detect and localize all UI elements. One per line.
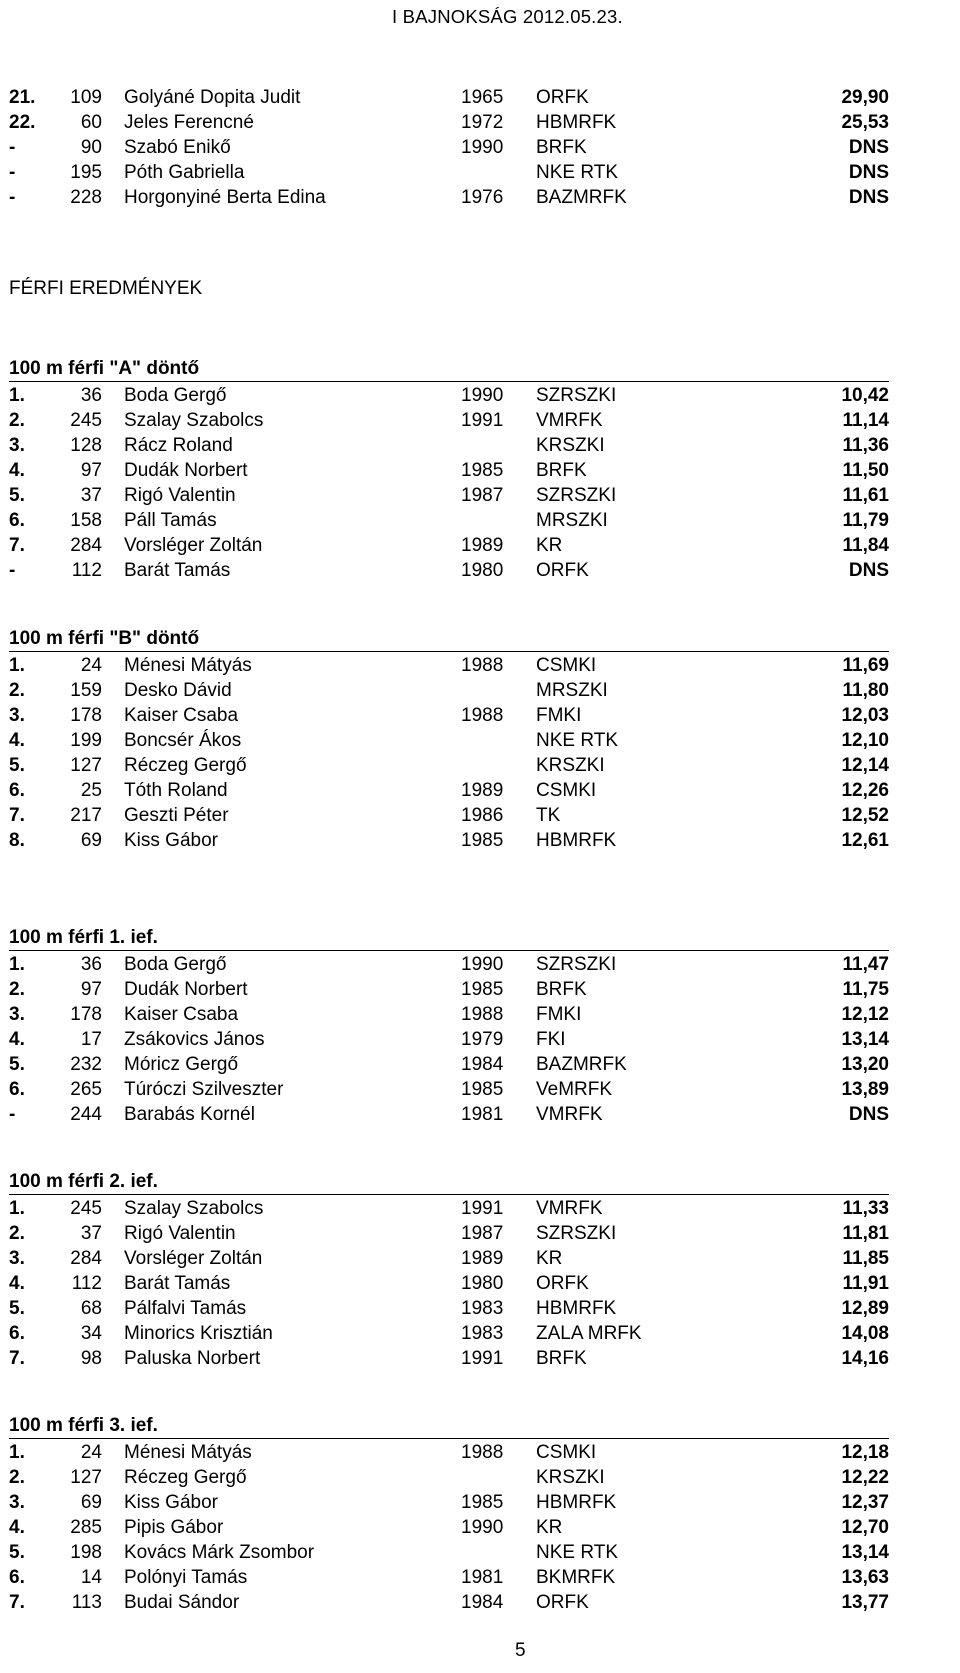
athlete-name: Rácz Roland — [124, 435, 233, 456]
bib-number: 24 — [80, 655, 102, 676]
result: DNS — [848, 187, 889, 208]
athlete-name: Barát Tamás — [124, 1273, 231, 1294]
birth-year: 1985 — [461, 460, 504, 481]
birth-year: 1988 — [461, 655, 504, 676]
place: 7. — [9, 1348, 25, 1369]
bib-number: 68 — [80, 1298, 102, 1319]
result: 14,08 — [841, 1323, 889, 1344]
place: 2. — [9, 1223, 25, 1244]
bib-number: 195 — [70, 162, 102, 183]
athlete-name: Barabás Kornél — [124, 1104, 255, 1125]
result-row — [9, 1001, 889, 1028]
athlete-name: Budai Sándor — [124, 1592, 240, 1613]
athlete-name: Geszti Péter — [124, 805, 229, 826]
birth-year: 1989 — [461, 1248, 504, 1269]
athlete-name: Kovács Márk Zsombor — [124, 1542, 315, 1563]
athlete-name: Ménesi Mátyás — [124, 1442, 252, 1463]
athlete-name: Réczeg Gergő — [124, 755, 247, 776]
athlete-name: Kaiser Csaba — [124, 1004, 239, 1025]
result: 12,52 — [841, 805, 889, 826]
result-row — [9, 184, 889, 211]
birth-year: 1987 — [461, 1223, 504, 1244]
athlete-name: Desko Dávid — [124, 680, 232, 701]
club: HBMRFK — [536, 1492, 617, 1513]
place: - — [9, 137, 16, 158]
result-row — [9, 84, 889, 111]
birth-year: 1990 — [461, 954, 504, 975]
athlete-name: Rigó Valentin — [124, 1223, 236, 1244]
birth-year: 1985 — [461, 830, 504, 851]
birth-year: 1984 — [461, 1592, 504, 1613]
bib-number: 198 — [70, 1542, 102, 1563]
result: 11,50 — [842, 460, 889, 481]
club: NKE RTK — [536, 162, 619, 183]
result: 11,79 — [842, 510, 889, 531]
athlete-name: Páll Tamás — [124, 510, 217, 531]
result-row — [9, 1270, 889, 1297]
bib-number: 285 — [70, 1517, 102, 1538]
result-row — [9, 1439, 889, 1466]
athlete-name: Szalay Szabolcs — [124, 410, 264, 431]
result: 11,91 — [842, 1273, 889, 1294]
result-row — [9, 1589, 889, 1616]
bib-number: 34 — [80, 1323, 102, 1344]
result: 11,81 — [842, 1223, 889, 1244]
athlete-name: Golyáné Dopita Judit — [124, 87, 301, 108]
place: 1. — [9, 954, 25, 975]
birth-year: 1972 — [461, 112, 504, 133]
athlete-name: Ménesi Mátyás — [124, 655, 252, 676]
place: 5. — [9, 1542, 25, 1563]
athlete-name: Polónyi Tamás — [124, 1567, 248, 1588]
club: KRSZKI — [536, 435, 605, 456]
result-row — [9, 1564, 889, 1591]
place: 7. — [9, 805, 25, 826]
place: 2. — [9, 1467, 25, 1488]
birth-year: 1983 — [461, 1323, 504, 1344]
club: KR — [536, 1517, 563, 1538]
result-row — [9, 507, 889, 534]
bib-number: 217 — [70, 805, 102, 826]
bib-number: 265 — [70, 1079, 102, 1100]
birth-year: 1991 — [461, 410, 504, 431]
result-row — [9, 1076, 889, 1103]
result-row — [9, 1514, 889, 1541]
place: 5. — [9, 1054, 25, 1075]
place: 3. — [9, 1248, 25, 1269]
result: 11,84 — [842, 535, 889, 556]
place: 3. — [9, 705, 25, 726]
birth-year: 1991 — [461, 1348, 504, 1369]
club: ORFK — [536, 87, 589, 108]
result: DNS — [848, 1104, 889, 1125]
result: 12,12 — [841, 1004, 889, 1025]
bib-number: 232 — [70, 1054, 102, 1075]
result-row — [9, 457, 889, 484]
result: 12,89 — [841, 1298, 889, 1319]
club: MRSZKI — [536, 680, 608, 701]
result-row — [9, 1195, 889, 1222]
result: 14,16 — [841, 1348, 889, 1369]
club: KRSZKI — [536, 755, 605, 776]
place: 4. — [9, 1517, 25, 1538]
birth-year: 1981 — [461, 1104, 504, 1125]
result: 11,36 — [842, 435, 889, 456]
athlete-name: Paluska Norbert — [124, 1348, 261, 1369]
result: DNS — [848, 560, 889, 581]
place: 6. — [9, 1323, 25, 1344]
result-row — [9, 1539, 889, 1566]
birth-year: 1988 — [461, 1442, 504, 1463]
place: 2. — [9, 979, 25, 1000]
result-row — [9, 677, 889, 704]
bib-number: 69 — [80, 1492, 102, 1513]
club: ZALA MRFK — [536, 1323, 642, 1344]
result: 12,70 — [841, 1517, 889, 1538]
bib-number: 228 — [70, 187, 102, 208]
birth-year: 1989 — [461, 535, 504, 556]
place: 5. — [9, 485, 25, 506]
club: HBMRFK — [536, 830, 617, 851]
bib-number: 245 — [70, 1198, 102, 1219]
place: 1. — [9, 1198, 25, 1219]
birth-year: 1984 — [461, 1054, 504, 1075]
men-results-heading: FÉRFI EREDMÉNYEK — [9, 278, 203, 299]
result-row — [9, 382, 889, 409]
birth-year: 1965 — [461, 87, 504, 108]
place: 22. — [9, 112, 36, 133]
section-title: 100 m férfi "A" döntő — [9, 358, 200, 379]
result-row — [9, 652, 889, 679]
bib-number: 37 — [80, 1223, 102, 1244]
bib-number: 25 — [80, 780, 102, 801]
result-row — [9, 802, 889, 829]
place: - — [9, 560, 16, 581]
club: BAZMRFK — [536, 187, 627, 208]
result: 12,03 — [841, 705, 889, 726]
bib-number: 37 — [80, 485, 102, 506]
result-row — [9, 109, 889, 136]
club: BRFK — [536, 137, 587, 158]
place: 3. — [9, 435, 25, 456]
birth-year: 1987 — [461, 485, 504, 506]
result: DNS — [848, 137, 889, 158]
result-row — [9, 976, 889, 1003]
result: 13,63 — [841, 1567, 889, 1588]
birth-year: 1989 — [461, 780, 504, 801]
result: 11,75 — [842, 979, 889, 1000]
club: NKE RTK — [536, 1542, 619, 1563]
place: 2. — [9, 680, 25, 701]
result-row — [9, 482, 889, 509]
birth-year: 1981 — [461, 1567, 504, 1588]
athlete-name: Kaiser Csaba — [124, 705, 239, 726]
club: VMRFK — [536, 1104, 603, 1125]
athlete-name: Móricz Gergő — [124, 1054, 239, 1075]
club: ORFK — [536, 560, 589, 581]
club: CSMKI — [536, 1442, 597, 1463]
section-title: 100 m férfi 2. ief. — [9, 1171, 158, 1192]
result-row — [9, 1101, 889, 1128]
place: 1. — [9, 385, 25, 406]
bib-number: 284 — [70, 535, 102, 556]
result: 12,37 — [841, 1492, 889, 1513]
result-row — [9, 134, 889, 161]
bib-number: 245 — [70, 410, 102, 431]
athlete-name: Póth Gabriella — [124, 162, 245, 183]
bib-number: 244 — [70, 1104, 102, 1125]
result-row — [9, 1026, 889, 1053]
athlete-name: Rigó Valentin — [124, 485, 236, 506]
result: 13,14 — [841, 1029, 889, 1050]
result: 13,14 — [841, 1542, 889, 1563]
place: 4. — [9, 1029, 25, 1050]
birth-year: 1979 — [461, 1029, 504, 1050]
club: BKMRFK — [536, 1567, 616, 1588]
bib-number: 36 — [80, 954, 102, 975]
result: 12,18 — [841, 1442, 889, 1463]
place: 8. — [9, 830, 25, 851]
result: 12,26 — [841, 780, 889, 801]
birth-year: 1985 — [461, 1079, 504, 1100]
result: 12,22 — [841, 1467, 889, 1488]
result: 11,61 — [842, 485, 889, 506]
result-row — [9, 1245, 889, 1272]
result-row — [9, 1464, 889, 1491]
bib-number: 24 — [80, 1442, 102, 1463]
club: FMKI — [536, 1004, 582, 1025]
result: 11,85 — [842, 1248, 889, 1269]
bib-number: 128 — [70, 435, 102, 456]
result: 29,90 — [841, 87, 889, 108]
birth-year: 1988 — [461, 1004, 504, 1025]
club: HBMRFK — [536, 112, 617, 133]
athlete-name: Dudák Norbert — [124, 979, 248, 1000]
result-row — [9, 159, 889, 186]
place: - — [9, 187, 16, 208]
club: VeMRFK — [536, 1079, 613, 1100]
club: KRSZKI — [536, 1467, 605, 1488]
bib-number: 178 — [70, 705, 102, 726]
result-row — [9, 557, 889, 584]
bib-number: 97 — [80, 979, 102, 1000]
birth-year: 1990 — [461, 385, 504, 406]
club: TK — [536, 805, 561, 826]
club: NKE RTK — [536, 730, 619, 751]
club: SZRSZKI — [536, 385, 617, 406]
result: 11,14 — [842, 410, 889, 431]
bib-number: 178 — [70, 1004, 102, 1025]
athlete-name: Tóth Roland — [124, 780, 228, 801]
place: 4. — [9, 460, 25, 481]
result: 10,42 — [841, 385, 889, 406]
bib-number: 90 — [80, 137, 102, 158]
result: 25,53 — [841, 112, 889, 133]
bib-number: 112 — [71, 1273, 102, 1294]
bib-number: 113 — [71, 1592, 102, 1613]
club: BAZMRFK — [536, 1054, 627, 1075]
page-header: I BAJNOKSÁG 2012.05.23. — [392, 6, 623, 27]
birth-year: 1976 — [461, 187, 504, 208]
club: BRFK — [536, 1348, 587, 1369]
place: 6. — [9, 510, 25, 531]
result-row — [9, 1051, 889, 1078]
place: 5. — [9, 1298, 25, 1319]
result: 13,89 — [841, 1079, 889, 1100]
athlete-name: Barát Tamás — [124, 560, 231, 581]
club: VMRFK — [536, 410, 603, 431]
athlete-name: Zsákovics János — [124, 1029, 265, 1050]
athlete-name: Szalay Szabolcs — [124, 1198, 264, 1219]
place: 6. — [9, 1567, 25, 1588]
club: CSMKI — [536, 655, 597, 676]
athlete-name: Boda Gergő — [124, 385, 227, 406]
result-row — [9, 407, 889, 434]
bib-number: 127 — [70, 1467, 102, 1488]
birth-year: 1985 — [461, 1492, 504, 1513]
birth-year: 1983 — [461, 1298, 504, 1319]
bib-number: 199 — [70, 730, 102, 751]
bib-number: 97 — [80, 460, 102, 481]
bib-number: 60 — [80, 112, 102, 133]
result-row — [9, 1489, 889, 1516]
athlete-name: Boda Gergő — [124, 954, 227, 975]
bib-number: 69 — [80, 830, 102, 851]
result: 11,80 — [842, 680, 889, 701]
club: MRSZKI — [536, 510, 608, 531]
birth-year: 1980 — [461, 1273, 504, 1294]
section-title: 100 m férfi "B" döntő — [9, 628, 200, 649]
result: 12,61 — [841, 830, 889, 851]
result: 13,77 — [841, 1592, 889, 1613]
bib-number: 159 — [70, 680, 102, 701]
athlete-name: Boncsér Ákos — [124, 730, 242, 751]
place: 5. — [9, 755, 25, 776]
birth-year: 1986 — [461, 805, 504, 826]
page-number: 5 — [515, 1640, 526, 1661]
club: SZRSZKI — [536, 954, 617, 975]
place: 7. — [9, 535, 25, 556]
result-row — [9, 1220, 889, 1247]
place: 2. — [9, 410, 25, 431]
place: 4. — [9, 1273, 25, 1294]
athlete-name: Pipis Gábor — [124, 1517, 224, 1538]
club: CSMKI — [536, 780, 597, 801]
result-row — [9, 777, 889, 804]
section-title: 100 m férfi 1. ief. — [9, 927, 158, 948]
bib-number: 158 — [70, 510, 102, 531]
athlete-name: Vorsléger Zoltán — [124, 535, 263, 556]
athlete-name: Kiss Gábor — [124, 1492, 218, 1513]
place: - — [9, 162, 16, 183]
athlete-name: Minorics Krisztián — [124, 1323, 273, 1344]
place: 1. — [9, 655, 25, 676]
result-row — [9, 752, 889, 779]
athlete-name: Horgonyiné Berta Edina — [124, 187, 326, 208]
club: FMKI — [536, 705, 582, 726]
section-title: 100 m férfi 3. ief. — [9, 1415, 158, 1436]
result: 11,69 — [842, 655, 889, 676]
bib-number: 14 — [80, 1567, 102, 1588]
athlete-name: Jeles Ferencné — [124, 112, 254, 133]
athlete-name: Dudák Norbert — [124, 460, 248, 481]
athlete-name: Túróczi Szilveszter — [124, 1079, 284, 1100]
athlete-name: Vorsléger Zoltán — [124, 1248, 263, 1269]
result-row — [9, 432, 889, 459]
club: VMRFK — [536, 1198, 603, 1219]
result: 12,10 — [841, 730, 889, 751]
club: BRFK — [536, 979, 587, 1000]
result-row — [9, 827, 889, 854]
place: 4. — [9, 730, 25, 751]
result-row — [9, 1295, 889, 1322]
place: 7. — [9, 1592, 25, 1613]
place: 6. — [9, 780, 25, 801]
result: 11,33 — [842, 1198, 889, 1219]
club: BRFK — [536, 460, 587, 481]
result-row — [9, 1320, 889, 1347]
club: KR — [536, 535, 563, 556]
club: ORFK — [536, 1592, 589, 1613]
bib-number: 127 — [70, 755, 102, 776]
result-row — [9, 532, 889, 559]
bib-number: 112 — [71, 560, 102, 581]
result-row — [9, 951, 889, 978]
birth-year: 1980 — [461, 560, 504, 581]
bib-number: 36 — [80, 385, 102, 406]
place: - — [9, 1104, 16, 1125]
club: SZRSZKI — [536, 1223, 617, 1244]
club: FKI — [536, 1029, 566, 1050]
place: 6. — [9, 1079, 25, 1100]
birth-year: 1990 — [461, 1517, 504, 1538]
athlete-name: Réczeg Gergő — [124, 1467, 247, 1488]
bib-number: 109 — [70, 87, 102, 108]
place: 3. — [9, 1004, 25, 1025]
birth-year: 1991 — [461, 1198, 504, 1219]
result-row — [9, 727, 889, 754]
club: HBMRFK — [536, 1298, 617, 1319]
birth-year: 1988 — [461, 705, 504, 726]
bib-number: 284 — [70, 1248, 102, 1269]
result-row — [9, 702, 889, 729]
bib-number: 98 — [80, 1348, 102, 1369]
club: KR — [536, 1248, 563, 1269]
place: 3. — [9, 1492, 25, 1513]
club: ORFK — [536, 1273, 589, 1294]
bib-number: 17 — [80, 1029, 102, 1050]
athlete-name: Szabó Enikő — [124, 137, 231, 158]
birth-year: 1990 — [461, 137, 504, 158]
club: SZRSZKI — [536, 485, 617, 506]
athlete-name: Kiss Gábor — [124, 830, 218, 851]
result: 11,47 — [842, 954, 889, 975]
result: 12,14 — [841, 755, 889, 776]
result-row — [9, 1345, 889, 1372]
place: 1. — [9, 1442, 25, 1463]
result: 13,20 — [841, 1054, 889, 1075]
athlete-name: Pálfalvi Tamás — [124, 1298, 247, 1319]
birth-year: 1985 — [461, 979, 504, 1000]
result: DNS — [848, 162, 889, 183]
place: 21. — [9, 87, 36, 108]
